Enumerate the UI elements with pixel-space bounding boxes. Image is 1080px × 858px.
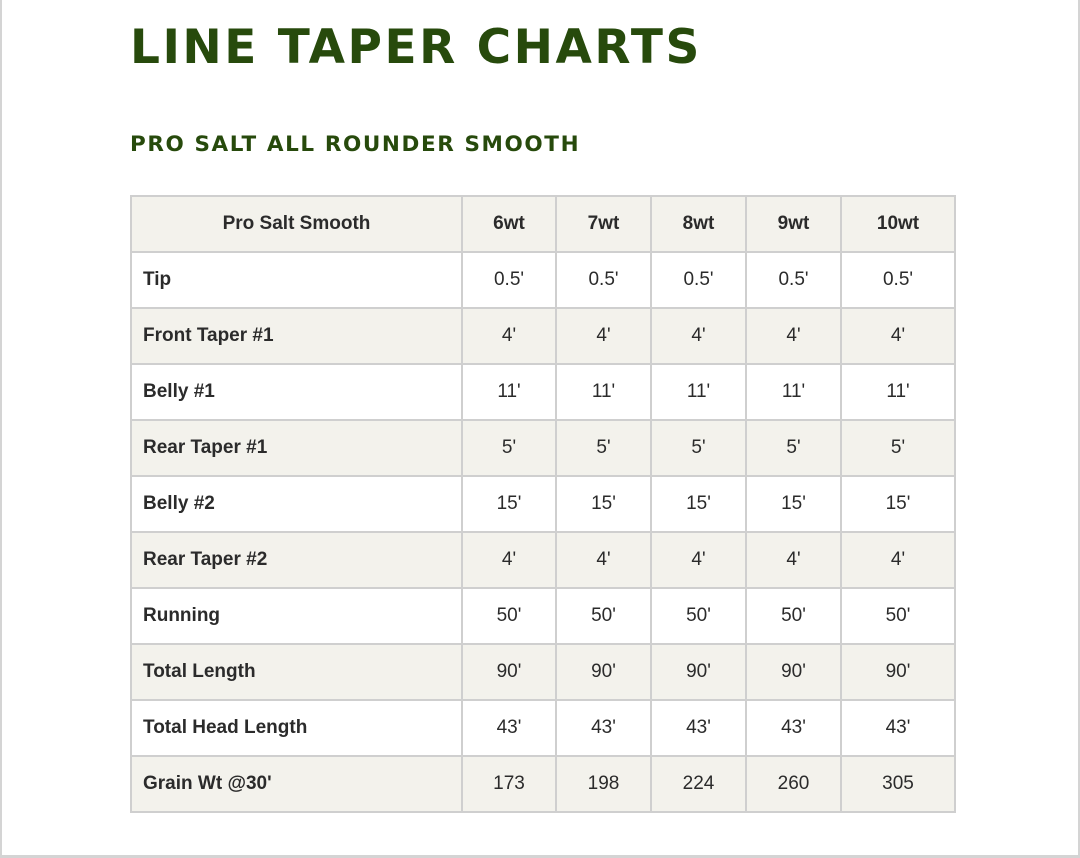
page-title: LINE TAPER CHARTS [130, 20, 702, 75]
cell-value: 15' [462, 476, 556, 532]
table-header-row [131, 196, 955, 252]
table-row-rear-taper-1 [131, 420, 955, 476]
cell-value: 90' [746, 644, 841, 700]
cell-value: 11' [841, 364, 955, 420]
cell-value: 50' [651, 588, 746, 644]
row-label: Rear Taper #2 [131, 532, 462, 588]
cell-value: 50' [746, 588, 841, 644]
cell-value: 90' [462, 644, 556, 700]
cell-value: 4' [462, 532, 556, 588]
cell-value: 173 [462, 756, 556, 812]
cell-value: 15' [841, 476, 955, 532]
row-label: Tip [131, 252, 462, 308]
column-header-9wt: 9wt [746, 196, 841, 252]
table-row-total-head-length [131, 700, 955, 756]
cell-value: 4' [651, 308, 746, 364]
row-label: Total Head Length [131, 700, 462, 756]
column-header-model: Pro Salt Smooth [131, 196, 462, 252]
cell-value: 4' [651, 532, 746, 588]
cell-value: 0.5' [462, 252, 556, 308]
table-row-running [131, 588, 955, 644]
cell-value: 43' [841, 700, 955, 756]
cell-value: 224 [651, 756, 746, 812]
cell-value: 5' [841, 420, 955, 476]
cell-value: 5' [651, 420, 746, 476]
row-label: Belly #1 [131, 364, 462, 420]
line-taper-table [130, 195, 956, 813]
cell-value: 5' [462, 420, 556, 476]
table-row-belly-1 [131, 364, 955, 420]
cell-value: 11' [746, 364, 841, 420]
cell-value: 0.5' [746, 252, 841, 308]
section-title: PRO SALT ALL ROUNDER SMOOTH [130, 132, 581, 157]
cell-value: 305 [841, 756, 955, 812]
cell-value: 43' [462, 700, 556, 756]
cell-value: 15' [651, 476, 746, 532]
cell-value: 11' [651, 364, 746, 420]
cell-value: 4' [746, 532, 841, 588]
cell-value: 0.5' [841, 252, 955, 308]
column-header-6wt: 6wt [462, 196, 556, 252]
row-label: Grain Wt @30' [131, 756, 462, 812]
cell-value: 4' [462, 308, 556, 364]
table-row-belly-2 [131, 476, 955, 532]
cell-value: 5' [746, 420, 841, 476]
cell-value: 50' [556, 588, 651, 644]
row-label: Rear Taper #1 [131, 420, 462, 476]
column-header-8wt: 8wt [651, 196, 746, 252]
cell-value: 43' [746, 700, 841, 756]
cell-value: 90' [651, 644, 746, 700]
cell-value: 0.5' [651, 252, 746, 308]
cell-value: 0.5' [556, 252, 651, 308]
cell-value: 4' [556, 308, 651, 364]
row-label: Running [131, 588, 462, 644]
row-label: Front Taper #1 [131, 308, 462, 364]
table-row-tip [131, 252, 955, 308]
cell-value: 90' [556, 644, 651, 700]
column-header-7wt: 7wt [556, 196, 651, 252]
table-row-grain-weight [131, 756, 955, 812]
cell-value: 198 [556, 756, 651, 812]
cell-value: 11' [556, 364, 651, 420]
table-row-front-taper-1 [131, 308, 955, 364]
cell-value: 11' [462, 364, 556, 420]
cell-value: 43' [556, 700, 651, 756]
cell-value: 43' [651, 700, 746, 756]
cell-value: 4' [746, 308, 841, 364]
cell-value: 50' [841, 588, 955, 644]
table-row-rear-taper-2 [131, 532, 955, 588]
row-label: Total Length [131, 644, 462, 700]
cell-value: 15' [746, 476, 841, 532]
cell-value: 50' [462, 588, 556, 644]
cell-value: 260 [746, 756, 841, 812]
column-header-10wt: 10wt [841, 196, 955, 252]
cell-value: 90' [841, 644, 955, 700]
cell-value: 5' [556, 420, 651, 476]
cell-value: 4' [556, 532, 651, 588]
table-row-total-length [131, 644, 955, 700]
cell-value: 15' [556, 476, 651, 532]
cell-value: 4' [841, 532, 955, 588]
cell-value: 4' [841, 308, 955, 364]
row-label: Belly #2 [131, 476, 462, 532]
